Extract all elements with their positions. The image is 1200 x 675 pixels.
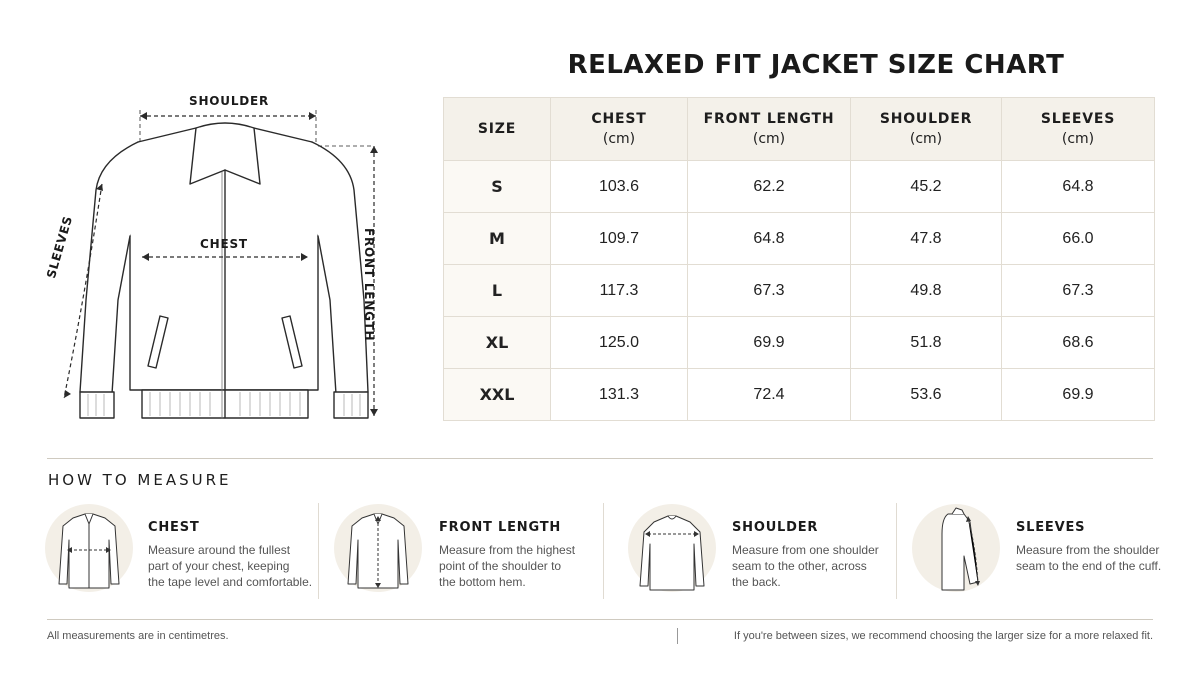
shoulder-cell: 45.2 [851, 161, 1002, 213]
size-cell: XL [444, 317, 551, 369]
footer-separator [677, 628, 678, 644]
shoulder-label: SHOULDER [189, 94, 270, 108]
shoulder-measure-title: SHOULDER [732, 520, 819, 535]
front-length-cell: 72.4 [688, 369, 851, 421]
table-row [444, 265, 1155, 317]
footer-note-sizing: If you're between sizes, we recommend choosing the larger size for a more relaxed fit. [733, 630, 1153, 642]
header-chest: CHEST (cm) [551, 98, 688, 161]
sleeves-measure-title: SLEEVES [1016, 520, 1086, 535]
sleeves-measure-icon [912, 504, 1000, 592]
shoulder-cell: 47.8 [851, 213, 1002, 265]
shoulder-measure-desc: Measure from one shoulder seam to the other, across the back. [732, 543, 879, 589]
chest-label: CHEST [200, 237, 248, 251]
chest-measure-title: CHEST [148, 520, 200, 535]
shoulder-cell: 51.8 [851, 317, 1002, 369]
sleeves-cell: 64.8 [1002, 161, 1155, 213]
how-to-measure-title: HOW TO MEASURE [48, 471, 232, 489]
table-row [444, 161, 1155, 213]
front-length-cell: 62.2 [688, 161, 851, 213]
measure-item-front-length [334, 500, 598, 600]
sleeves-cell: 69.9 [1002, 369, 1155, 421]
front-length-cell: 69.9 [688, 317, 851, 369]
size-cell: S [444, 161, 551, 213]
header-sleeves: SLEEVES (cm) [1002, 98, 1155, 161]
sleeves-cell: 68.6 [1002, 317, 1155, 369]
sleeves-measure-desc: Measure from the shoulder seam to the end of the cuff. [1016, 543, 1162, 573]
size-cell: L [444, 265, 551, 317]
shoulder-measure-icon [628, 504, 716, 592]
front-length-label: FRONT LENGTH [362, 228, 376, 342]
measure-divider [318, 503, 319, 599]
front-length-measure-title: FRONT LENGTH [439, 520, 562, 535]
measure-divider [896, 503, 897, 599]
table-row [444, 317, 1155, 369]
chest-cell: 103.6 [551, 161, 688, 213]
shoulder-cell: 49.8 [851, 265, 1002, 317]
chest-cell: 125.0 [551, 317, 688, 369]
measure-item-sleeves [912, 500, 1192, 600]
footer-note-units: All measurements are in centimetres. [47, 630, 229, 642]
header-front-length: FRONT LENGTH (cm) [688, 98, 851, 161]
front-length-measure-desc: Measure from the highest point of the shoulder to the bottom hem. [439, 543, 576, 589]
front-length-measure-icon [334, 504, 422, 592]
chest-measure-desc: Measure around the fullest part of your chest, keeping the tape level and comfortable. [148, 543, 313, 589]
table-row [444, 369, 1155, 421]
table-row [444, 213, 1155, 265]
header-size: SIZE [444, 98, 551, 161]
header-shoulder: SHOULDER (cm) [851, 98, 1002, 161]
chest-cell: 131.3 [551, 369, 688, 421]
jacket-illustration [40, 86, 410, 436]
chest-measure-icon [45, 504, 133, 592]
chest-cell: 109.7 [551, 213, 688, 265]
size-cell: M [444, 213, 551, 265]
footer-divider [47, 619, 1153, 620]
page-title: RELAXED FIT JACKET SIZE CHART [567, 50, 1065, 80]
shoulder-cell: 53.6 [851, 369, 1002, 421]
measure-divider [603, 503, 604, 599]
section-divider [47, 458, 1153, 459]
size-table [443, 97, 1155, 421]
chest-cell: 117.3 [551, 265, 688, 317]
front-length-cell: 67.3 [688, 265, 851, 317]
table-header-row [444, 98, 1155, 161]
sleeves-cell: 67.3 [1002, 265, 1155, 317]
front-length-cell: 64.8 [688, 213, 851, 265]
measure-item-shoulder [628, 500, 894, 600]
size-cell: XXL [444, 369, 551, 421]
measure-item-chest [45, 500, 315, 600]
sleeves-label: SLEEVES [44, 214, 76, 280]
sleeves-cell: 66.0 [1002, 213, 1155, 265]
